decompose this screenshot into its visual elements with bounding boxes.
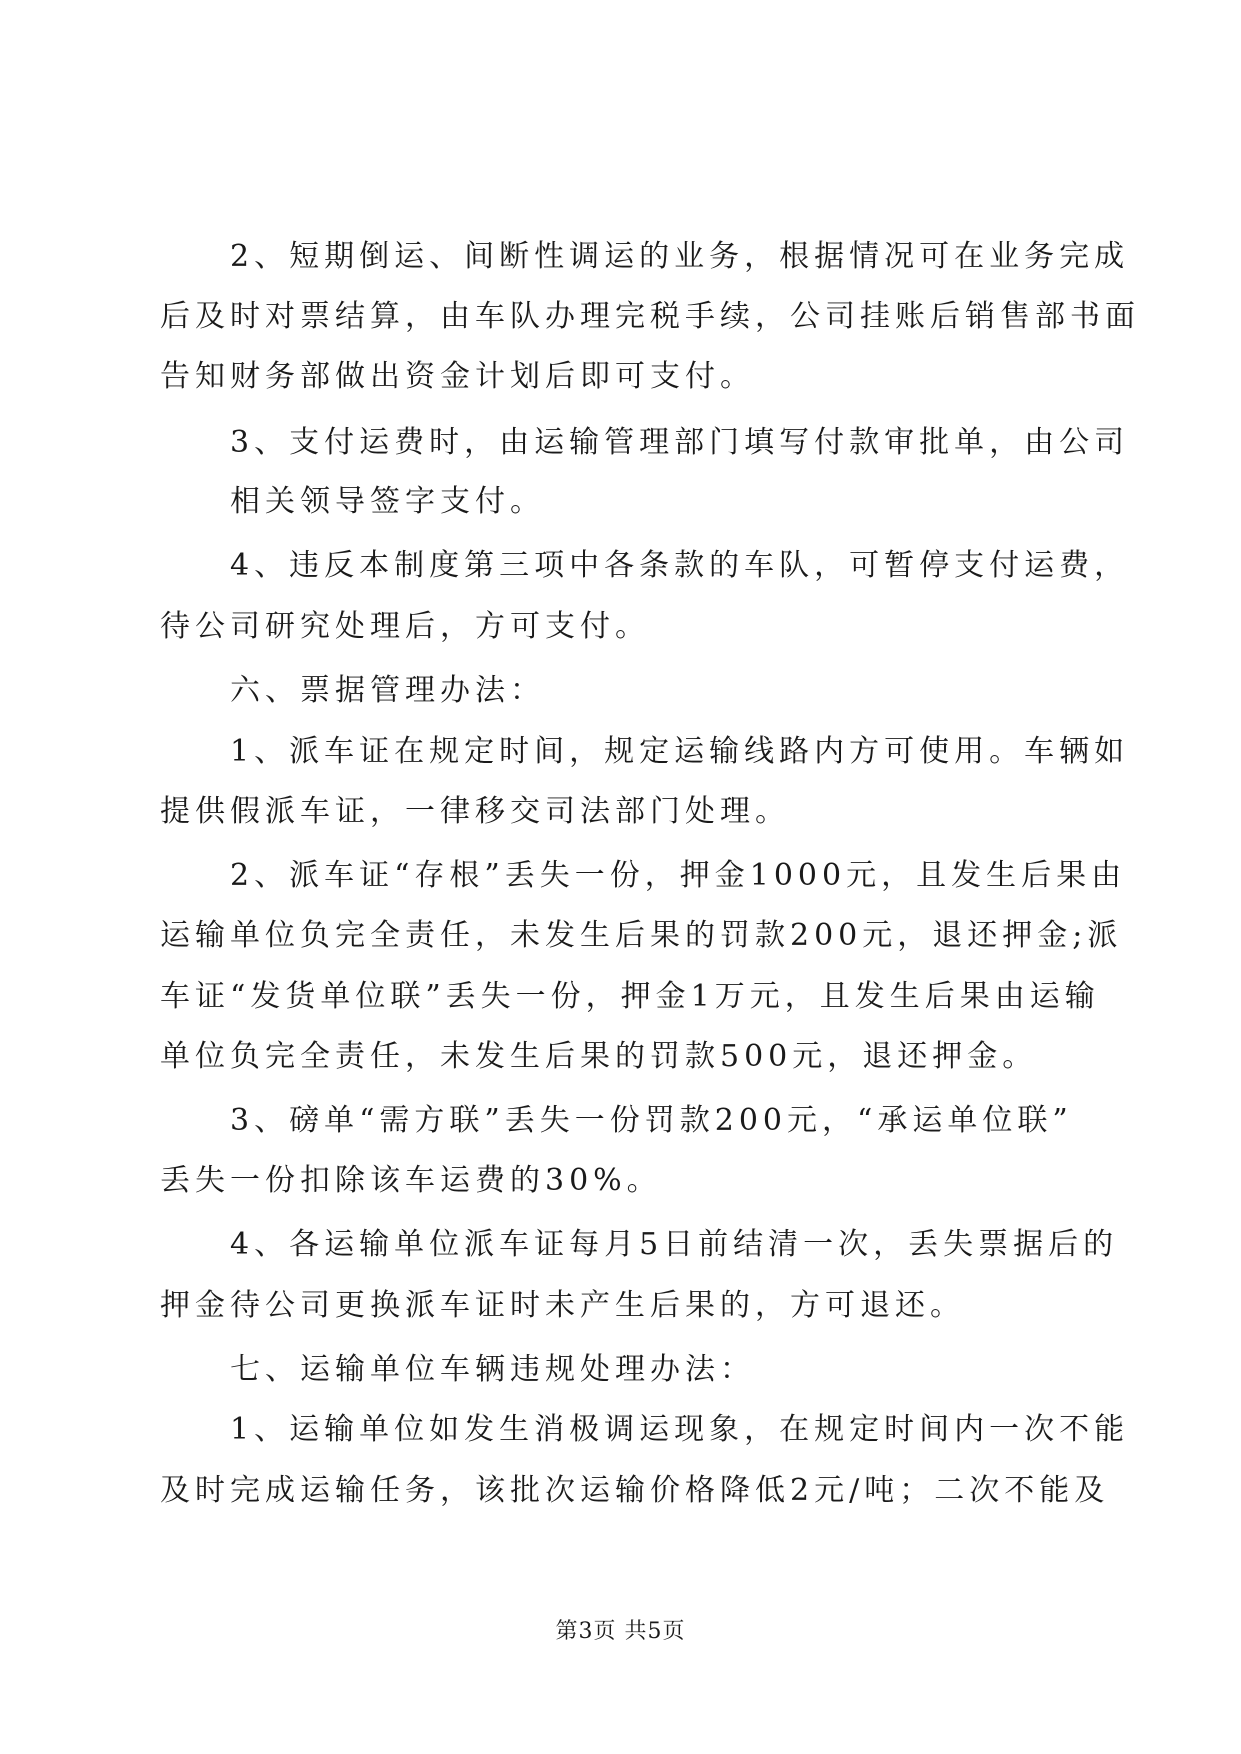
text-line: 1、运输单位如发生消极调运现象，在规定时间内一次不能 (160, 1412, 1130, 1447)
text-line: 3、磅单“需方联”丢失一份罚款200元，“承运单位联” (160, 1103, 1073, 1138)
text-line: 提供假派车证，一律移交司法部门处理。 (160, 794, 790, 829)
text-line: 告知财务部做出资金计划后即可支付。 (160, 359, 755, 394)
text-line: 车证“发货单位联”丢失一份，押金1万元，且发生后果由运输 (160, 979, 1100, 1014)
text-line: 丢失一份扣除该车运费的30%。 (160, 1163, 662, 1198)
text-line: 待公司研究处理后，方可支付。 (160, 609, 650, 644)
text-line: 及时完成运输任务，该批次运输价格降低2元/吨；二次不能及 (160, 1473, 1110, 1508)
text-line: 运输单位负完全责任，未发生后果的罚款200元，退还押金;派 (160, 918, 1123, 953)
text-line: 相关领导签字支付。 (160, 484, 545, 519)
text-line: 押金待公司更换派车证时未产生后果的，方可退还。 (160, 1288, 965, 1323)
text-line: 2、短期倒运、间断性调运的业务，根据情况可在业务完成 (160, 239, 1130, 274)
text-line: 3、支付运费时，由运输管理部门填写付款审批单，由公司 (160, 425, 1130, 460)
text-line: 单位负完全责任，未发生后果的罚款500元，退还押金。 (160, 1039, 1038, 1074)
section-heading: 七、运输单位车辆违规处理办法： (160, 1352, 755, 1387)
text-line: 后及时对票结算，由车队办理完税手续，公司挂账后销售部书面 (160, 299, 1140, 334)
text-line: 1、派车证在规定时间，规定运输线路内方可使用。车辆如 (160, 734, 1130, 769)
section-heading: 六、票据管理办法： (160, 673, 545, 708)
page-footer: 第3页 共5页 (555, 1619, 686, 1644)
text-line: 4、各运输单位派车证每月5日前结清一次，丢失票据后的 (160, 1227, 1119, 1262)
text-line: 4、违反本制度第三项中各条款的车队，可暂停支付运费， (160, 548, 1130, 583)
text-line: 2、派车证“存根”丢失一份，押金1000元，且发生后果由 (160, 858, 1127, 893)
